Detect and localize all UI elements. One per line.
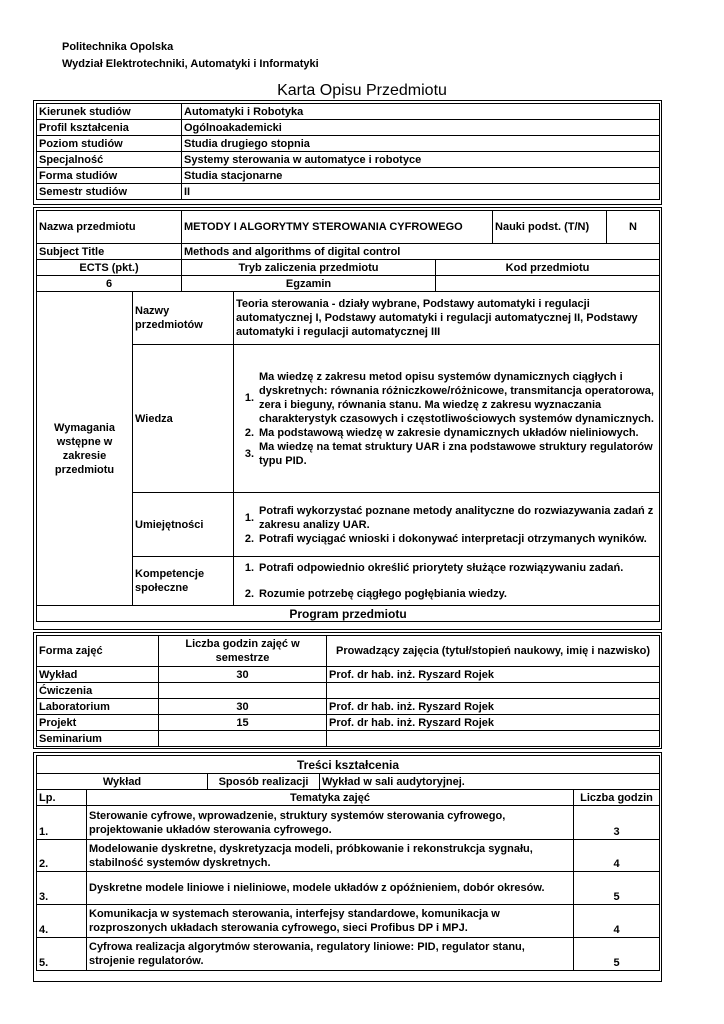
skills-label: Umiejętności [133,493,234,557]
class-hours [159,731,327,747]
col-hours-header: Liczba godzin zajęć w semestrze [159,636,327,667]
topic-text: Cyfrowa realizacja algorytmów sterowania, regulatory liniowe: PID, regulator stanu, strojenie regulatorów. [87,938,574,971]
basic-science-value: N [607,211,660,244]
class-form: Wykład [37,667,159,683]
study-info-block [33,100,662,205]
study-value: Ogólnoakademicki [182,120,660,136]
classes-block [33,632,662,749]
class-form: Laboratorium [37,699,159,715]
method-value: Wykład w sali audytoryjnej. [320,774,660,790]
topic-text: Modelowanie dyskretne, dyskretyzacja modeli, próbkowanie i rekonstrukcja sygnału, stabilność systemów dyskretnych. [87,840,574,872]
class-form: Seminarium [37,731,159,747]
study-label: Profil kształcenia [37,120,182,136]
topic-hours: 5 [574,938,660,971]
competence-item: 1. Potrafi odpowiednio określić priorytety służące rozwiązywaniu zadań. [244,562,624,574]
topic-lp: 5. [37,938,87,971]
knowledge-label: Wiedza [133,345,234,493]
study-label: Poziom studiów [37,136,182,152]
content-heading: Treści kształcenia [37,756,660,774]
skill-item: 2. Potrafi wyciągać wnioski i dokonywać interpretacji otrzymanych wyników. [244,532,647,545]
class-hours: 30 [159,667,327,683]
class-form: Projekt [37,715,159,731]
study-value: Studia drugiego stopnia [182,136,660,152]
col-form-header: Forma zajęć [37,636,159,667]
study-label: Kierunek studiów [37,104,182,120]
topic-hours: 4 [574,840,660,872]
subject-title-label: Subject Title [37,244,182,260]
prereq-subjects-value: Teoria sterowania - działy wybrane, Podstawy automatyki i regulacji automatycznej I, Podstawy automatyki i regulacji automatycznej II, Podstawy automatyki i regulacji automatycznej III [234,292,660,345]
class-teacher: Prof. dr hab. inż. Ryszard Rojek [327,667,660,683]
faculty-name: Wydział Elektrotechniki, Automatyki i Informatyki [62,58,319,70]
content-block [33,752,662,982]
exam-mode-label: Tryb zaliczenia przedmiotu [182,260,436,276]
col-lp-header: Lp. [37,790,87,806]
competence-label: Kompetencje społeczne [133,557,234,606]
program-heading: Program przedmiotu [37,606,660,622]
class-teacher [327,683,660,699]
competence-list [234,557,660,606]
study-value: II [182,184,660,200]
skills-list [234,493,660,557]
topic-hours: 3 [574,806,660,840]
class-hours [159,683,327,699]
subject-block [33,207,662,630]
topic-lp: 3. [37,872,87,905]
study-label: Specjalność [37,152,182,168]
knowledge-item: 3. Ma wiedzę na temat struktury UAR i zna podstawowe struktury regulatorów typu PID. [244,440,653,467]
subject-name-value: METODY I ALGORYTMY STEROWANIA CYFROWEGO [182,211,493,244]
knowledge-item: 1. Ma wiedzę z zakresu metod opisu systemów dynamicznych ciągłych i dyskretnych: równania różniczkowe/różnicowe, transmitancja operatorowa, zera i bieguny, równania stanu. Ma wiedzę z zakresu wyznaczania charakterystyk czasowych i częstotliwościowych systemów dynamicznych. [244,370,654,425]
requirements-heading: Wymagania wstępne w zakresie przedmiotu [37,292,133,606]
topic-hours: 5 [574,872,660,905]
topic-hours: 4 [574,905,660,938]
knowledge-list [234,345,660,493]
study-value: Automatyki i Robotyka [182,104,660,120]
study-label: Forma studiów [37,168,182,184]
class-teacher: Prof. dr hab. inż. Ryszard Rojek [327,715,660,731]
subject-name-label: Nazwa przedmiotu [37,211,182,244]
topic-text: Sterowanie cyfrowe, wprowadzenie, struktury systemów sterowania cyfrowego, projektowanie układów sterowania cyfrowego. [87,806,574,840]
class-hours: 15 [159,715,327,731]
topic-lp: 2. [37,840,87,872]
class-hours: 30 [159,699,327,715]
subject-code-label: Kod przedmiotu [436,260,660,276]
topic-text: Komunikacja w systemach sterowania, interfejsy standardowe, komunikacja w rozproszonych układach sterowania cyfrowego, sieci Profibus DP i MPJ. [87,905,574,938]
content-type-label: Wykład [37,774,208,790]
subject-title-value: Methods and algorithms of digital control [182,244,660,260]
study-value: Studia stacjonarne [182,168,660,184]
ects-value: 6 [37,276,182,292]
knowledge-item: 2. Ma podstawową wiedzę w zakresie dynamicznych układów nieliniowych. [244,426,639,439]
basic-science-label: Nauki podst. (T/N) [493,211,607,244]
subject-code-value [436,276,660,292]
class-teacher: Prof. dr hab. inż. Ryszard Rojek [327,699,660,715]
topic-lp: 1. [37,806,87,840]
ects-label: ECTS (pkt.) [37,260,182,276]
col-teacher-header: Prowadzący zajęcia (tytuł/stopień naukowy, imię i nazwisko) [327,636,660,667]
prereq-subjects-label: Nazwy przedmiotów [133,292,234,345]
method-label: Sposób realizacji [208,774,320,790]
topic-text: Dyskretne modele liniowe i nieliniowe, modele układów z opóźnieniem, dobór okresów. [87,872,574,905]
exam-mode-value: Egzamin [182,276,436,292]
class-form: Ćwiczenia [37,683,159,699]
skill-item: 1. Potrafi wykorzystać poznane metody analityczne do rozwiazywania zadań z zakresu analizy UAR. [244,504,654,531]
page-title: Karta Opisu Przedmiotu [277,82,447,99]
study-value: Systemy sterowania w automatyce i robotyce [182,152,660,168]
col-hours-header: Liczba godzin [574,790,660,806]
university-name: Politechnika Opolska [62,41,174,53]
col-topic-header: Tematyka zajęć [87,790,574,806]
study-label: Semestr studiów [37,184,182,200]
competence-item: 2. Rozumie potrzebę ciągłego pogłębiania wiedzy. [244,588,507,600]
class-teacher [327,731,660,747]
topic-lp: 4. [37,905,87,938]
